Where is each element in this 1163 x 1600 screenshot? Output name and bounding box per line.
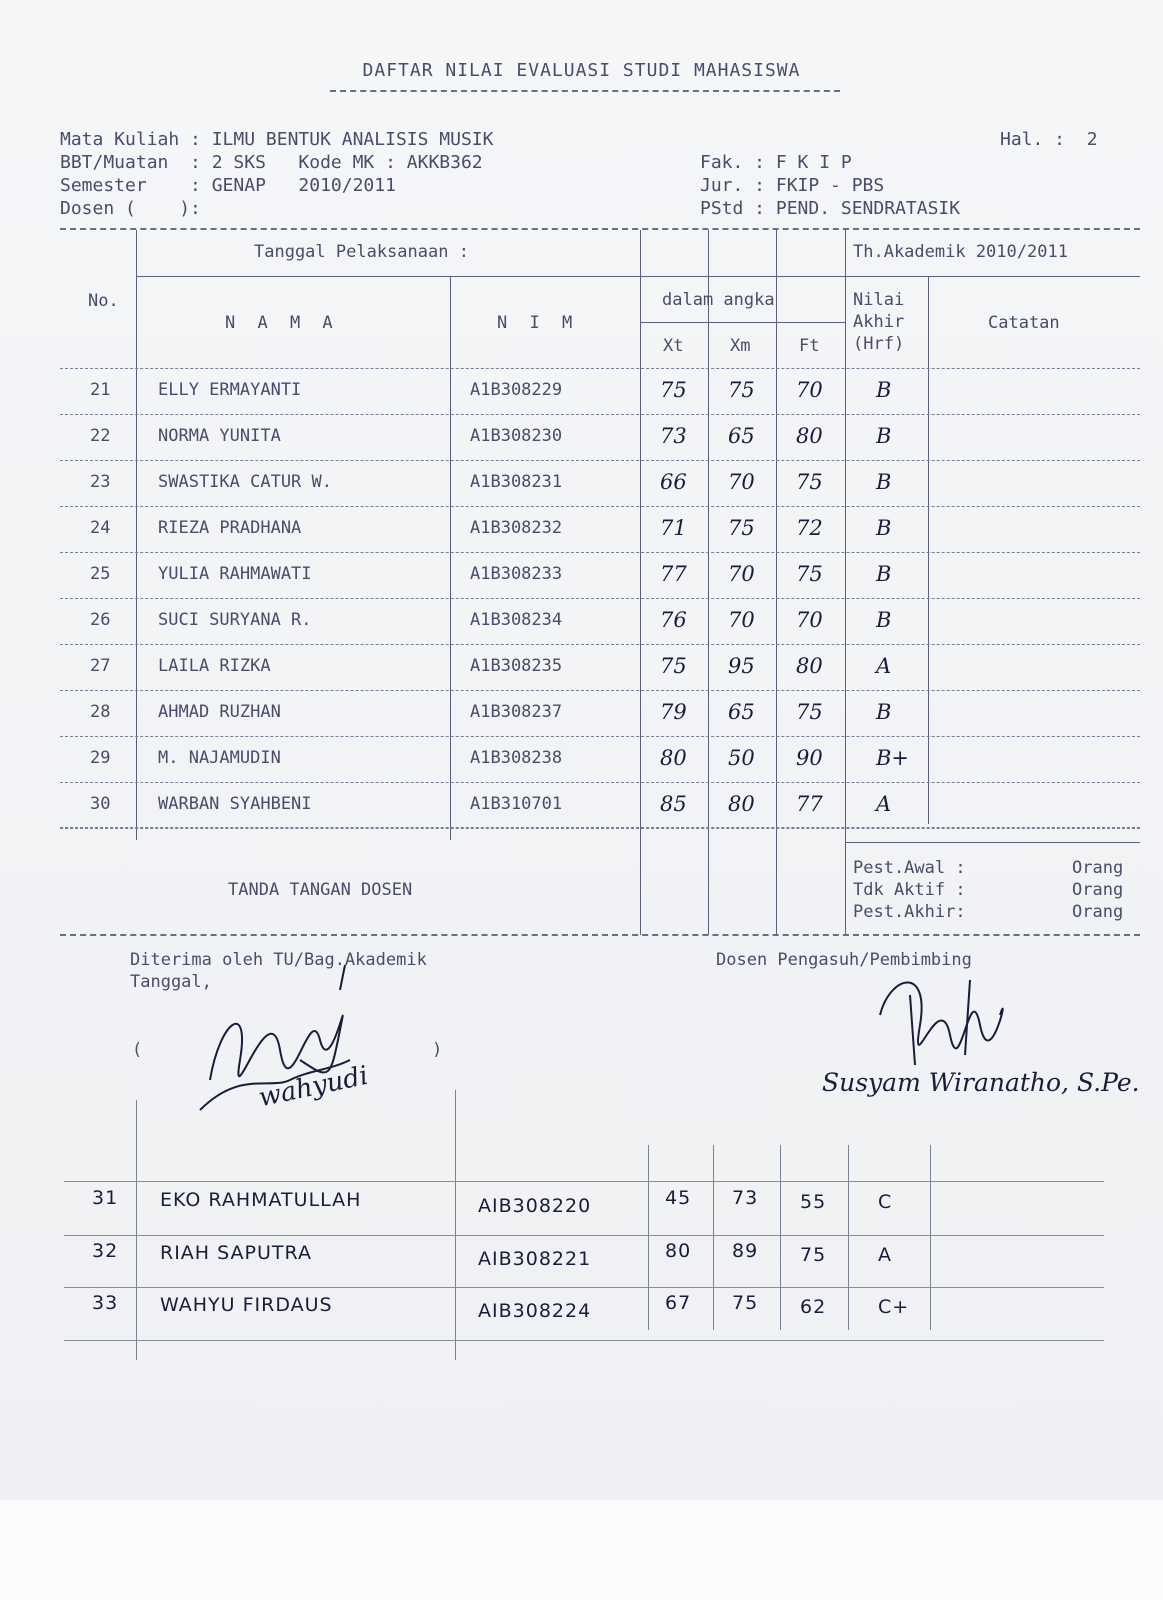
- score-ft: 70: [796, 378, 823, 402]
- score-xm: 70: [728, 470, 755, 494]
- final-letter-grade: C: [878, 1191, 893, 1213]
- student-name: SUCI SURYANA R.: [158, 610, 312, 630]
- study-program: PStd : PEND. SENDRATASIK: [700, 198, 961, 219]
- student-name: M. NAJAMUDIN: [158, 748, 281, 768]
- final-letter-grade: B: [876, 470, 892, 494]
- row-number: 22: [90, 426, 111, 446]
- row-number: 32: [92, 1240, 119, 1262]
- header-nilai: Nilai: [853, 290, 905, 310]
- score-ft: 62: [800, 1296, 827, 1318]
- row-number: 30: [90, 794, 111, 814]
- header-dalam-angka: dalam angka: [662, 290, 775, 310]
- student-nim: A1B308235: [470, 656, 563, 676]
- final-letter-grade: A: [876, 792, 892, 816]
- student-name: RIAH SAPUTRA: [160, 1242, 312, 1264]
- score-ft: 75: [796, 562, 823, 586]
- paren-open: (: [132, 1040, 143, 1060]
- row-divider: [60, 644, 1140, 645]
- score-ft: 80: [796, 654, 823, 678]
- pest-akhir-label: Pest.Akhir:: [853, 902, 966, 922]
- row-divider: [60, 414, 1140, 415]
- score-xm: 73: [732, 1187, 759, 1209]
- semester: Semester : GENAP 2010/2011: [60, 175, 396, 196]
- header-ft: Ft: [799, 336, 820, 356]
- row-divider: [60, 552, 1140, 553]
- faculty: Fak. : F K I P: [700, 152, 852, 173]
- score-ft: 77: [796, 792, 823, 816]
- course-name: Mata Kuliah : ILMU BENTUK ANALISIS MUSIK: [60, 129, 494, 150]
- header-nim: N I M: [497, 313, 579, 333]
- student-nim: A1B308237: [470, 702, 563, 722]
- score-ft: 72: [796, 516, 823, 540]
- student-nim: A1B308233: [470, 564, 563, 584]
- header-hrf: (Hrf): [853, 334, 905, 354]
- row-number: 27: [90, 656, 111, 676]
- student-nim: A1B310701: [470, 794, 563, 814]
- header-tanggal: Tanggal Pelaksanaan :: [254, 242, 469, 262]
- student-name: LAILA RIZKA: [158, 656, 271, 676]
- student-nim: AIB308224: [478, 1300, 592, 1322]
- header-no: No.: [88, 291, 119, 311]
- student-nim: A1B308232: [470, 518, 563, 538]
- score-xt: 73: [660, 424, 687, 448]
- student-nim: AIB308221: [478, 1248, 592, 1270]
- row-divider: [60, 460, 1140, 461]
- score-xt: 75: [660, 654, 687, 678]
- student-name: SWASTIKA CATUR W.: [158, 472, 332, 492]
- student-name: WAHYU FIRDAUS: [160, 1294, 333, 1316]
- final-letter-grade: B: [876, 378, 892, 402]
- paren-close: ): [432, 1040, 443, 1060]
- score-xt: 71: [660, 516, 687, 540]
- row-number: 28: [90, 702, 111, 722]
- final-letter-grade: B: [876, 608, 892, 632]
- score-xm: 75: [732, 1292, 759, 1314]
- row-divider: [60, 736, 1140, 737]
- signer-right-name: Susyam Wiranatho, S.Pe.: [822, 1068, 1140, 1097]
- student-name: YULIA RAHMAWATI: [158, 564, 312, 584]
- title-underline: [330, 90, 840, 92]
- student-nim: A1B308229: [470, 380, 563, 400]
- header-xm: Xm: [730, 336, 751, 356]
- score-xt: 79: [660, 700, 687, 724]
- score-xm: 80: [728, 792, 755, 816]
- row-number: 21: [90, 380, 111, 400]
- final-letter-grade: B+: [876, 746, 910, 770]
- score-xm: 65: [728, 700, 755, 724]
- orang-2: Orang: [1072, 880, 1124, 900]
- score-xt: 75: [660, 378, 687, 402]
- score-ft: 75: [796, 700, 823, 724]
- score-xt: 80: [660, 746, 687, 770]
- tdk-aktif-label: Tdk Aktif :: [853, 880, 966, 900]
- score-ft: 80: [796, 424, 823, 448]
- header-th-akademik: Th.Akademik 2010/2011: [853, 242, 1068, 262]
- score-xm: 70: [728, 562, 755, 586]
- row-divider: [60, 782, 1140, 783]
- header-rule: [60, 228, 1140, 230]
- scan-margin: [0, 1500, 1163, 1600]
- row-divider: [60, 690, 1140, 691]
- student-nim: A1B308234: [470, 610, 563, 630]
- row-divider: [60, 828, 1140, 829]
- row-number: 24: [90, 518, 111, 538]
- row-number: 26: [90, 610, 111, 630]
- score-xm: 89: [732, 1240, 759, 1262]
- row-number: 23: [90, 472, 111, 492]
- score-xt: 45: [665, 1187, 692, 1209]
- student-name: ELLY ERMAYANTI: [158, 380, 302, 400]
- final-letter-grade: B: [876, 516, 892, 540]
- score-xm: 75: [728, 378, 755, 402]
- score-ft: 55: [800, 1191, 827, 1213]
- student-name: WARBAN SYAHBENI: [158, 794, 312, 814]
- student-nim: AIB308220: [478, 1195, 592, 1217]
- orang-1: Orang: [1072, 858, 1124, 878]
- score-xt: 80: [665, 1240, 692, 1262]
- row-number: 29: [90, 748, 111, 768]
- lecturer: Dosen ( ):: [60, 198, 201, 219]
- final-letter-grade: A: [878, 1244, 892, 1266]
- pest-awal-label: Pest.Awal :: [853, 858, 966, 878]
- score-ft: 90: [796, 746, 823, 770]
- student-nim: A1B308231: [470, 472, 563, 492]
- course-credits: BBT/Muatan : 2 SKS Kode MK : AKKB362: [60, 152, 483, 173]
- score-xt: 66: [660, 470, 687, 494]
- row-number: 25: [90, 564, 111, 584]
- row-number: 31: [92, 1187, 119, 1209]
- score-xm: 75: [728, 516, 755, 540]
- lecturer-signature-label: TANDA TANGAN DOSEN: [228, 880, 413, 900]
- orang-3: Orang: [1072, 902, 1124, 922]
- row-number: 33: [92, 1292, 119, 1314]
- final-letter-grade: A: [876, 654, 892, 678]
- score-xt: 85: [660, 792, 687, 816]
- page-number: Hal. : 2: [1000, 129, 1098, 150]
- received-by: Diterima oleh TU/Bag.Akademik: [130, 950, 427, 970]
- student-nim: A1B308230: [470, 426, 563, 446]
- final-letter-grade: C+: [878, 1296, 910, 1318]
- score-xt: 77: [660, 562, 687, 586]
- final-letter-grade: B: [876, 562, 892, 586]
- header-xt: Xt: [663, 336, 684, 356]
- final-letter-grade: B: [876, 424, 892, 448]
- score-xm: 65: [728, 424, 755, 448]
- score-ft: 70: [796, 608, 823, 632]
- supervising-lecturer-label: Dosen Pengasuh/Pembimbing: [716, 950, 972, 970]
- score-xt: 76: [660, 608, 687, 632]
- department: Jur. : FKIP - PBS: [700, 175, 885, 196]
- header-catatan: Catatan: [988, 313, 1060, 333]
- signer-left-name: wahyudi: [256, 1060, 371, 1114]
- date-label: Tanggal,: [130, 972, 212, 992]
- score-ft: 75: [796, 470, 823, 494]
- student-nim: A1B308238: [470, 748, 563, 768]
- signature-right: [870, 965, 1030, 1075]
- score-ft: 75: [800, 1244, 827, 1266]
- document-title: DAFTAR NILAI EVALUASI STUDI MAHASISWA: [362, 60, 801, 81]
- row-divider: [60, 598, 1140, 599]
- student-name: AHMAD RUZHAN: [158, 702, 281, 722]
- student-name: EKO RAHMATULLAH: [160, 1189, 362, 1211]
- header-nama: N A M A: [225, 313, 339, 333]
- score-xt: 67: [665, 1292, 692, 1314]
- score-xm: 50: [728, 746, 755, 770]
- student-name: RIEZA PRADHANA: [158, 518, 302, 538]
- score-xm: 70: [728, 608, 755, 632]
- student-name: NORMA YUNITA: [158, 426, 281, 446]
- final-letter-grade: B: [876, 700, 892, 724]
- row-divider: [60, 506, 1140, 507]
- score-xm: 95: [728, 654, 755, 678]
- header-akhir: Akhir: [853, 312, 905, 332]
